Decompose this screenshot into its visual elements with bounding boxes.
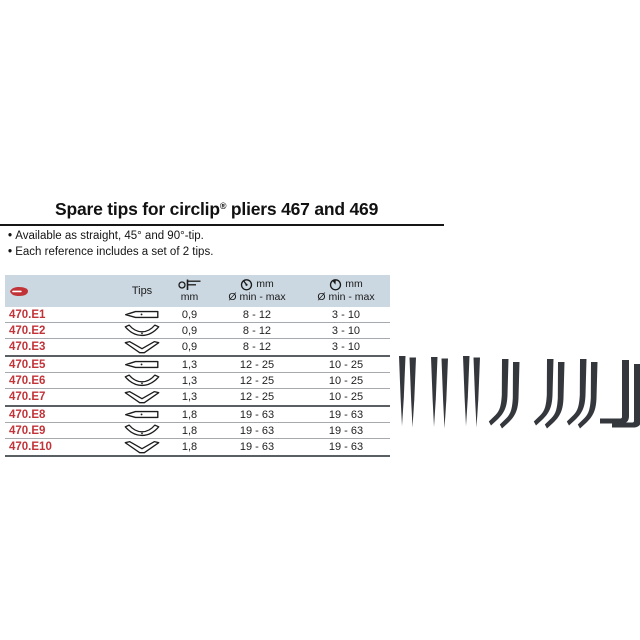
outside-unit-label: mm [256,278,274,290]
inside-circlip-header-cell [302,275,390,307]
table-row-470e10 [5,439,390,457]
tips-header-label: Tips [131,285,153,297]
thickness-header-cell [167,275,212,307]
table-row-470e9 [5,423,390,439]
thickness-cell: 1,8 [181,424,198,437]
thickness-cell: 0,9 [181,308,198,321]
outside-circlip-icon [240,278,253,291]
table-row-470e1 [5,307,390,323]
tip-shape-cell [117,358,167,371]
table-row-470e8 [5,407,390,423]
inside-range-cell: 19 - 63 [328,424,364,437]
45-degree-tip-icon [123,324,161,337]
90-degree-tip-icon [123,441,161,454]
outside-range-cell: 12 - 25 [239,374,275,387]
bullet-availability: • Available as straight, 45° and 90°-tip. [8,229,204,244]
90-degree-tip-icon [123,341,161,354]
tip-pair-straight [399,356,416,428]
90-degree-tip-icon [123,391,161,404]
outside-range-cell: 12 - 25 [239,358,275,371]
spare-tips-table [5,275,390,457]
thickness-cell: 0,9 [181,324,198,337]
registered-mark: ® [219,201,227,211]
45-degree-tip-icon [123,374,161,387]
inside-range-cell: 3 - 10 [331,341,361,353]
reference-cell: 470.E2 [9,324,46,337]
straight-tip-icon [123,358,161,371]
reference-cell: 470.E5 [9,358,46,371]
straight-tip-icon [123,308,161,321]
table-header [5,275,390,307]
45-degree-tip-icon [123,424,161,437]
table-row-470e5 [5,357,390,373]
tips-header-cell [117,275,167,307]
tip-shape-cell [117,341,167,354]
tip-pair-45 [567,359,598,429]
inside-range-label: Ø min - max [317,291,375,303]
inside-range-cell: 19 - 63 [328,408,364,421]
micrometer-thickness-icon [178,278,202,291]
reference-cell: 470.E3 [9,341,46,353]
title-underline [0,224,444,226]
outside-range-label: Ø min - max [228,291,286,303]
inside-range-cell: 10 - 25 [328,374,364,387]
reference-header-cell [5,275,117,307]
bullet-set-contents: • Each reference includes a set of 2 tips. [8,245,213,260]
outside-range-cell: 19 - 63 [239,424,275,437]
straight-tip-icon [123,408,161,421]
tip-shape-cell [117,324,167,337]
reference-cell: 470.E10 [9,441,52,453]
tip-shape-cell [117,374,167,387]
outside-range-cell: 8 - 12 [242,308,272,321]
tip-shape-cell [117,441,167,454]
outside-range-cell: 8 - 12 [242,324,272,337]
thickness-cell: 1,8 [181,408,198,421]
reference-cell: 470.E1 [9,308,46,321]
thickness-cell: 1,8 [181,441,198,453]
inside-range-cell: 3 - 10 [331,324,361,337]
inside-range-cell: 10 - 25 [328,358,364,371]
outside-range-cell: 19 - 63 [239,441,275,453]
reference-cell: 470.E7 [9,391,46,403]
thickness-cell: 1,3 [181,391,198,403]
reference-cell: 470.E8 [9,408,46,421]
thickness-cell: 1,3 [181,374,198,387]
reference-cell: 470.E6 [9,374,46,387]
inside-range-cell: 19 - 63 [328,441,364,453]
tip-shape-cell [117,391,167,404]
thickness-cell: 0,9 [181,341,198,353]
page-title [55,199,378,220]
outside-range-cell: 12 - 25 [239,391,275,403]
tip-pair-straight [431,357,448,429]
outside-range-cell: 19 - 63 [239,408,275,421]
inside-range-cell: 10 - 25 [328,391,364,403]
outside-range-cell: 8 - 12 [242,341,272,353]
reference-cell: 470.E9 [9,424,46,437]
reference-icon [9,286,29,297]
table-row-470e2 [5,323,390,339]
inside-circlip-icon [329,278,342,291]
tip-shape-cell [117,424,167,437]
inside-unit-label: mm [345,278,363,290]
table-row-470e7 [5,389,390,407]
title-text: Spare tips for circlip [55,199,220,219]
outside-circlip-header-cell [212,275,302,307]
tip-pair-45 [534,359,565,429]
tip-pair-90 [600,360,640,428]
thickness-cell: 1,3 [181,358,198,371]
thickness-unit-label: mm [180,291,199,303]
tip-pair-45 [489,359,520,429]
title-text-rest: pliers 467 and 469 [226,199,379,219]
tip-pair-straight [463,356,480,428]
table-row-470e3 [5,339,390,357]
tips-product-photo [392,346,640,446]
table-row-470e6 [5,373,390,389]
inside-range-cell: 3 - 10 [331,308,361,321]
tip-shape-cell [117,408,167,421]
tip-shape-cell [117,308,167,321]
